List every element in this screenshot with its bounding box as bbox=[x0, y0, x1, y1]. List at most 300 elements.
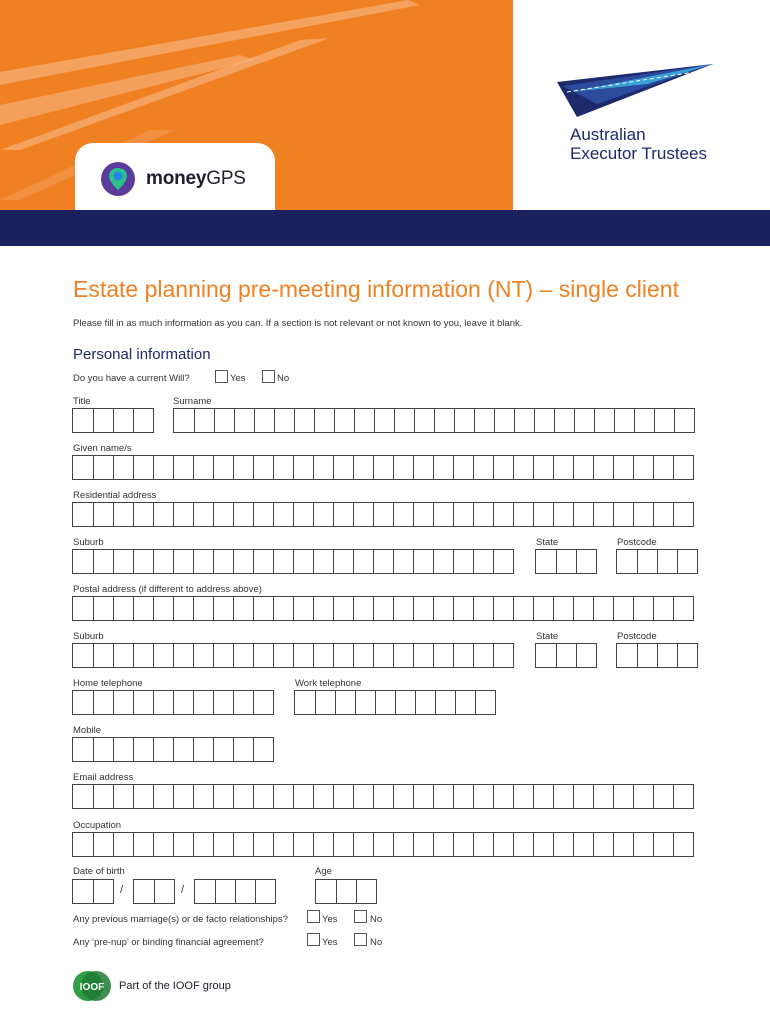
character-box[interactable] bbox=[113, 833, 133, 856]
character-box[interactable] bbox=[637, 644, 657, 667]
character-box[interactable] bbox=[654, 409, 674, 432]
character-box[interactable] bbox=[513, 833, 533, 856]
character-box[interactable] bbox=[73, 880, 93, 903]
character-box[interactable] bbox=[633, 597, 653, 620]
character-box[interactable] bbox=[576, 644, 596, 667]
character-box[interactable] bbox=[314, 409, 334, 432]
character-box[interactable] bbox=[573, 785, 593, 808]
character-box[interactable] bbox=[657, 644, 677, 667]
character-box[interactable] bbox=[433, 644, 453, 667]
character-box[interactable] bbox=[293, 833, 313, 856]
character-box[interactable] bbox=[633, 456, 653, 479]
character-box[interactable] bbox=[93, 880, 113, 903]
character-box[interactable] bbox=[295, 691, 315, 714]
postal-suburb-field[interactable] bbox=[72, 643, 514, 668]
character-box[interactable] bbox=[395, 691, 415, 714]
character-box[interactable] bbox=[514, 409, 534, 432]
character-box[interactable] bbox=[93, 644, 113, 667]
character-box[interactable] bbox=[173, 833, 193, 856]
character-box[interactable] bbox=[213, 456, 233, 479]
character-box[interactable] bbox=[293, 597, 313, 620]
occupation-field[interactable] bbox=[72, 832, 694, 857]
character-box[interactable] bbox=[253, 644, 273, 667]
character-box[interactable] bbox=[213, 738, 233, 761]
character-box[interactable] bbox=[393, 597, 413, 620]
character-box[interactable] bbox=[233, 785, 253, 808]
character-box[interactable] bbox=[653, 833, 673, 856]
character-box[interactable] bbox=[513, 456, 533, 479]
residential-address-field[interactable] bbox=[72, 502, 694, 527]
character-box[interactable] bbox=[133, 456, 153, 479]
character-box[interactable] bbox=[593, 597, 613, 620]
character-box[interactable] bbox=[513, 785, 533, 808]
character-box[interactable] bbox=[553, 833, 573, 856]
character-box[interactable] bbox=[195, 880, 215, 903]
character-box[interactable] bbox=[93, 785, 113, 808]
character-box[interactable] bbox=[73, 456, 93, 479]
character-box[interactable] bbox=[215, 880, 235, 903]
character-box[interactable] bbox=[353, 550, 373, 573]
character-box[interactable] bbox=[113, 691, 133, 714]
character-box[interactable] bbox=[536, 550, 556, 573]
character-box[interactable] bbox=[435, 691, 455, 714]
character-box[interactable] bbox=[73, 785, 93, 808]
character-box[interactable] bbox=[353, 833, 373, 856]
character-box[interactable] bbox=[235, 880, 255, 903]
character-box[interactable] bbox=[573, 456, 593, 479]
character-box[interactable] bbox=[613, 833, 633, 856]
character-box[interactable] bbox=[353, 597, 373, 620]
character-box[interactable] bbox=[393, 833, 413, 856]
character-box[interactable] bbox=[493, 785, 513, 808]
character-box[interactable] bbox=[614, 409, 634, 432]
character-box[interactable] bbox=[193, 550, 213, 573]
character-box[interactable] bbox=[413, 833, 433, 856]
character-box[interactable] bbox=[657, 550, 677, 573]
character-box[interactable] bbox=[73, 833, 93, 856]
will-yes-checkbox[interactable] bbox=[215, 370, 228, 383]
character-box[interactable] bbox=[253, 691, 273, 714]
character-box[interactable] bbox=[413, 503, 433, 526]
character-box[interactable] bbox=[93, 550, 113, 573]
character-box[interactable] bbox=[453, 833, 473, 856]
character-box[interactable] bbox=[653, 597, 673, 620]
character-box[interactable] bbox=[593, 833, 613, 856]
character-box[interactable] bbox=[213, 644, 233, 667]
character-box[interactable] bbox=[273, 785, 293, 808]
character-box[interactable] bbox=[133, 785, 153, 808]
character-box[interactable] bbox=[413, 597, 433, 620]
character-box[interactable] bbox=[413, 550, 433, 573]
character-box[interactable] bbox=[393, 456, 413, 479]
character-box[interactable] bbox=[373, 550, 393, 573]
prenup-yes-checkbox[interactable] bbox=[307, 933, 320, 946]
character-box[interactable] bbox=[113, 785, 133, 808]
character-box[interactable] bbox=[393, 644, 413, 667]
character-box[interactable] bbox=[473, 550, 493, 573]
character-box[interactable] bbox=[113, 503, 133, 526]
character-box[interactable] bbox=[433, 503, 453, 526]
character-box[interactable] bbox=[193, 456, 213, 479]
character-box[interactable] bbox=[133, 833, 153, 856]
character-box[interactable] bbox=[274, 409, 294, 432]
character-box[interactable] bbox=[333, 833, 353, 856]
character-box[interactable] bbox=[273, 550, 293, 573]
character-box[interactable] bbox=[193, 644, 213, 667]
character-box[interactable] bbox=[233, 550, 253, 573]
character-box[interactable] bbox=[613, 503, 633, 526]
character-box[interactable] bbox=[315, 691, 335, 714]
character-box[interactable] bbox=[593, 503, 613, 526]
postal-postcode-field[interactable] bbox=[616, 643, 698, 668]
character-box[interactable] bbox=[293, 644, 313, 667]
character-box[interactable] bbox=[556, 550, 576, 573]
character-box[interactable] bbox=[153, 833, 173, 856]
character-box[interactable] bbox=[613, 597, 633, 620]
dob-day-field[interactable] bbox=[72, 879, 114, 904]
character-box[interactable] bbox=[493, 833, 513, 856]
character-box[interactable] bbox=[393, 503, 413, 526]
character-box[interactable] bbox=[313, 456, 333, 479]
character-box[interactable] bbox=[253, 833, 273, 856]
character-box[interactable] bbox=[313, 597, 333, 620]
email-field[interactable] bbox=[72, 784, 694, 809]
character-box[interactable] bbox=[534, 409, 554, 432]
character-box[interactable] bbox=[213, 503, 233, 526]
character-box[interactable] bbox=[213, 785, 233, 808]
character-box[interactable] bbox=[253, 456, 273, 479]
character-box[interactable] bbox=[113, 456, 133, 479]
character-box[interactable] bbox=[73, 597, 93, 620]
character-box[interactable] bbox=[673, 833, 693, 856]
dob-month-field[interactable] bbox=[133, 879, 175, 904]
character-box[interactable] bbox=[233, 833, 253, 856]
character-box[interactable] bbox=[633, 833, 653, 856]
character-box[interactable] bbox=[73, 409, 93, 432]
character-box[interactable] bbox=[433, 785, 453, 808]
character-box[interactable] bbox=[393, 550, 413, 573]
character-box[interactable] bbox=[173, 503, 193, 526]
postcode-field[interactable] bbox=[616, 549, 698, 574]
character-box[interactable] bbox=[473, 644, 493, 667]
character-box[interactable] bbox=[73, 503, 93, 526]
character-box[interactable] bbox=[473, 456, 493, 479]
character-box[interactable] bbox=[113, 738, 133, 761]
character-box[interactable] bbox=[316, 880, 336, 903]
character-box[interactable] bbox=[334, 409, 354, 432]
character-box[interactable] bbox=[294, 409, 314, 432]
character-box[interactable] bbox=[454, 409, 474, 432]
character-box[interactable] bbox=[434, 409, 454, 432]
character-box[interactable] bbox=[194, 409, 214, 432]
character-box[interactable] bbox=[73, 550, 93, 573]
character-box[interactable] bbox=[533, 456, 553, 479]
character-box[interactable] bbox=[536, 644, 556, 667]
dob-year-field[interactable] bbox=[194, 879, 276, 904]
character-box[interactable] bbox=[593, 456, 613, 479]
character-box[interactable] bbox=[214, 409, 234, 432]
character-box[interactable] bbox=[617, 644, 637, 667]
character-box[interactable] bbox=[414, 409, 434, 432]
suburb-field[interactable] bbox=[72, 549, 514, 574]
character-box[interactable] bbox=[375, 691, 395, 714]
character-box[interactable] bbox=[153, 550, 173, 573]
character-box[interactable] bbox=[554, 409, 574, 432]
character-box[interactable] bbox=[313, 503, 333, 526]
character-box[interactable] bbox=[173, 691, 193, 714]
character-box[interactable] bbox=[233, 738, 253, 761]
previous-marriage-no-checkbox[interactable] bbox=[354, 910, 367, 923]
character-box[interactable] bbox=[413, 644, 433, 667]
character-box[interactable] bbox=[553, 456, 573, 479]
character-box[interactable] bbox=[573, 597, 593, 620]
character-box[interactable] bbox=[373, 456, 393, 479]
character-box[interactable] bbox=[594, 409, 614, 432]
character-box[interactable] bbox=[333, 456, 353, 479]
character-box[interactable] bbox=[353, 644, 373, 667]
character-box[interactable] bbox=[453, 550, 473, 573]
character-box[interactable] bbox=[354, 409, 374, 432]
home-telephone-field[interactable] bbox=[72, 690, 274, 715]
character-box[interactable] bbox=[153, 691, 173, 714]
character-box[interactable] bbox=[513, 503, 533, 526]
character-box[interactable] bbox=[113, 644, 133, 667]
character-box[interactable] bbox=[653, 456, 673, 479]
character-box[interactable] bbox=[293, 785, 313, 808]
character-box[interactable] bbox=[433, 550, 453, 573]
character-box[interactable] bbox=[453, 644, 473, 667]
character-box[interactable] bbox=[493, 503, 513, 526]
character-box[interactable] bbox=[533, 785, 553, 808]
character-box[interactable] bbox=[93, 738, 113, 761]
character-box[interactable] bbox=[453, 503, 473, 526]
character-box[interactable] bbox=[153, 644, 173, 667]
character-box[interactable] bbox=[474, 409, 494, 432]
character-box[interactable] bbox=[233, 691, 253, 714]
character-box[interactable] bbox=[653, 503, 673, 526]
character-box[interactable] bbox=[373, 785, 393, 808]
character-box[interactable] bbox=[373, 644, 393, 667]
character-box[interactable] bbox=[253, 597, 273, 620]
character-box[interactable] bbox=[373, 503, 393, 526]
character-box[interactable] bbox=[173, 785, 193, 808]
character-box[interactable] bbox=[233, 644, 253, 667]
character-box[interactable] bbox=[574, 409, 594, 432]
character-box[interactable] bbox=[313, 644, 333, 667]
character-box[interactable] bbox=[473, 833, 493, 856]
surname-field[interactable] bbox=[173, 408, 695, 433]
character-box[interactable] bbox=[573, 503, 593, 526]
character-box[interactable] bbox=[556, 644, 576, 667]
character-box[interactable] bbox=[473, 785, 493, 808]
character-box[interactable] bbox=[356, 880, 376, 903]
character-box[interactable] bbox=[93, 503, 113, 526]
character-box[interactable] bbox=[634, 409, 654, 432]
character-box[interactable] bbox=[213, 597, 233, 620]
character-box[interactable] bbox=[213, 550, 233, 573]
character-box[interactable] bbox=[373, 597, 393, 620]
character-box[interactable] bbox=[273, 597, 293, 620]
character-box[interactable] bbox=[153, 785, 173, 808]
character-box[interactable] bbox=[133, 503, 153, 526]
character-box[interactable] bbox=[576, 550, 596, 573]
character-box[interactable] bbox=[113, 597, 133, 620]
character-box[interactable] bbox=[353, 785, 373, 808]
character-box[interactable] bbox=[313, 833, 333, 856]
character-box[interactable] bbox=[93, 409, 113, 432]
title-field[interactable] bbox=[72, 408, 154, 433]
character-box[interactable] bbox=[193, 503, 213, 526]
character-box[interactable] bbox=[193, 691, 213, 714]
character-box[interactable] bbox=[333, 550, 353, 573]
character-box[interactable] bbox=[113, 550, 133, 573]
given-names-field[interactable] bbox=[72, 455, 694, 480]
character-box[interactable] bbox=[273, 503, 293, 526]
character-box[interactable] bbox=[533, 597, 553, 620]
character-box[interactable] bbox=[553, 503, 573, 526]
character-box[interactable] bbox=[613, 785, 633, 808]
character-box[interactable] bbox=[293, 456, 313, 479]
character-box[interactable] bbox=[513, 597, 533, 620]
character-box[interactable] bbox=[133, 644, 153, 667]
character-box[interactable] bbox=[353, 456, 373, 479]
character-box[interactable] bbox=[233, 503, 253, 526]
character-box[interactable] bbox=[233, 456, 253, 479]
character-box[interactable] bbox=[193, 738, 213, 761]
character-box[interactable] bbox=[153, 503, 173, 526]
character-box[interactable] bbox=[453, 597, 473, 620]
character-box[interactable] bbox=[613, 456, 633, 479]
character-box[interactable] bbox=[93, 456, 113, 479]
previous-marriage-yes-checkbox[interactable] bbox=[307, 910, 320, 923]
character-box[interactable] bbox=[373, 833, 393, 856]
character-box[interactable] bbox=[153, 597, 173, 620]
character-box[interactable] bbox=[113, 409, 133, 432]
character-box[interactable] bbox=[633, 785, 653, 808]
character-box[interactable] bbox=[453, 785, 473, 808]
age-field[interactable] bbox=[315, 879, 377, 904]
character-box[interactable] bbox=[273, 644, 293, 667]
character-box[interactable] bbox=[93, 833, 113, 856]
character-box[interactable] bbox=[533, 833, 553, 856]
state-field[interactable] bbox=[535, 549, 597, 574]
character-box[interactable] bbox=[413, 456, 433, 479]
character-box[interactable] bbox=[673, 785, 693, 808]
character-box[interactable] bbox=[353, 503, 373, 526]
work-telephone-field[interactable] bbox=[294, 690, 496, 715]
character-box[interactable] bbox=[494, 409, 514, 432]
character-box[interactable] bbox=[253, 550, 273, 573]
character-box[interactable] bbox=[133, 550, 153, 573]
character-box[interactable] bbox=[253, 503, 273, 526]
character-box[interactable] bbox=[493, 597, 513, 620]
character-box[interactable] bbox=[553, 785, 573, 808]
character-box[interactable] bbox=[677, 550, 697, 573]
character-box[interactable] bbox=[93, 597, 113, 620]
character-box[interactable] bbox=[394, 409, 414, 432]
character-box[interactable] bbox=[673, 456, 693, 479]
character-box[interactable] bbox=[333, 785, 353, 808]
character-box[interactable] bbox=[134, 880, 154, 903]
character-box[interactable] bbox=[173, 550, 193, 573]
character-box[interactable] bbox=[433, 597, 453, 620]
character-box[interactable] bbox=[333, 644, 353, 667]
character-box[interactable] bbox=[593, 785, 613, 808]
character-box[interactable] bbox=[673, 597, 693, 620]
character-box[interactable] bbox=[633, 503, 653, 526]
character-box[interactable] bbox=[293, 503, 313, 526]
character-box[interactable] bbox=[313, 550, 333, 573]
postal-state-field[interactable] bbox=[535, 643, 597, 668]
character-box[interactable] bbox=[253, 785, 273, 808]
character-box[interactable] bbox=[193, 833, 213, 856]
character-box[interactable] bbox=[336, 880, 356, 903]
character-box[interactable] bbox=[153, 456, 173, 479]
character-box[interactable] bbox=[73, 644, 93, 667]
postal-address-field[interactable] bbox=[72, 596, 694, 621]
character-box[interactable] bbox=[413, 785, 433, 808]
character-box[interactable] bbox=[173, 597, 193, 620]
character-box[interactable] bbox=[253, 738, 273, 761]
character-box[interactable] bbox=[653, 785, 673, 808]
character-box[interactable] bbox=[233, 597, 253, 620]
character-box[interactable] bbox=[213, 691, 233, 714]
character-box[interactable] bbox=[254, 409, 274, 432]
character-box[interactable] bbox=[473, 503, 493, 526]
character-box[interactable] bbox=[393, 785, 413, 808]
character-box[interactable] bbox=[493, 644, 513, 667]
character-box[interactable] bbox=[173, 738, 193, 761]
character-box[interactable] bbox=[173, 456, 193, 479]
character-box[interactable] bbox=[415, 691, 435, 714]
character-box[interactable] bbox=[673, 503, 693, 526]
character-box[interactable] bbox=[313, 785, 333, 808]
character-box[interactable] bbox=[453, 456, 473, 479]
character-box[interactable] bbox=[133, 597, 153, 620]
character-box[interactable] bbox=[674, 409, 694, 432]
character-box[interactable] bbox=[355, 691, 375, 714]
character-box[interactable] bbox=[234, 409, 254, 432]
character-box[interactable] bbox=[677, 644, 697, 667]
character-box[interactable] bbox=[333, 597, 353, 620]
character-box[interactable] bbox=[174, 409, 194, 432]
character-box[interactable] bbox=[553, 597, 573, 620]
character-box[interactable] bbox=[493, 550, 513, 573]
character-box[interactable] bbox=[374, 409, 394, 432]
character-box[interactable] bbox=[273, 833, 293, 856]
character-box[interactable] bbox=[93, 691, 113, 714]
character-box[interactable] bbox=[433, 456, 453, 479]
character-box[interactable] bbox=[193, 785, 213, 808]
character-box[interactable] bbox=[573, 833, 593, 856]
character-box[interactable] bbox=[273, 456, 293, 479]
character-box[interactable] bbox=[333, 503, 353, 526]
character-box[interactable] bbox=[213, 833, 233, 856]
character-box[interactable] bbox=[153, 738, 173, 761]
character-box[interactable] bbox=[173, 644, 193, 667]
character-box[interactable] bbox=[533, 503, 553, 526]
prenup-no-checkbox[interactable] bbox=[354, 933, 367, 946]
character-box[interactable] bbox=[255, 880, 275, 903]
character-box[interactable] bbox=[493, 456, 513, 479]
character-box[interactable] bbox=[73, 738, 93, 761]
character-box[interactable] bbox=[293, 550, 313, 573]
character-box[interactable] bbox=[335, 691, 355, 714]
character-box[interactable] bbox=[617, 550, 637, 573]
character-box[interactable] bbox=[133, 738, 153, 761]
character-box[interactable] bbox=[433, 833, 453, 856]
character-box[interactable] bbox=[154, 880, 174, 903]
